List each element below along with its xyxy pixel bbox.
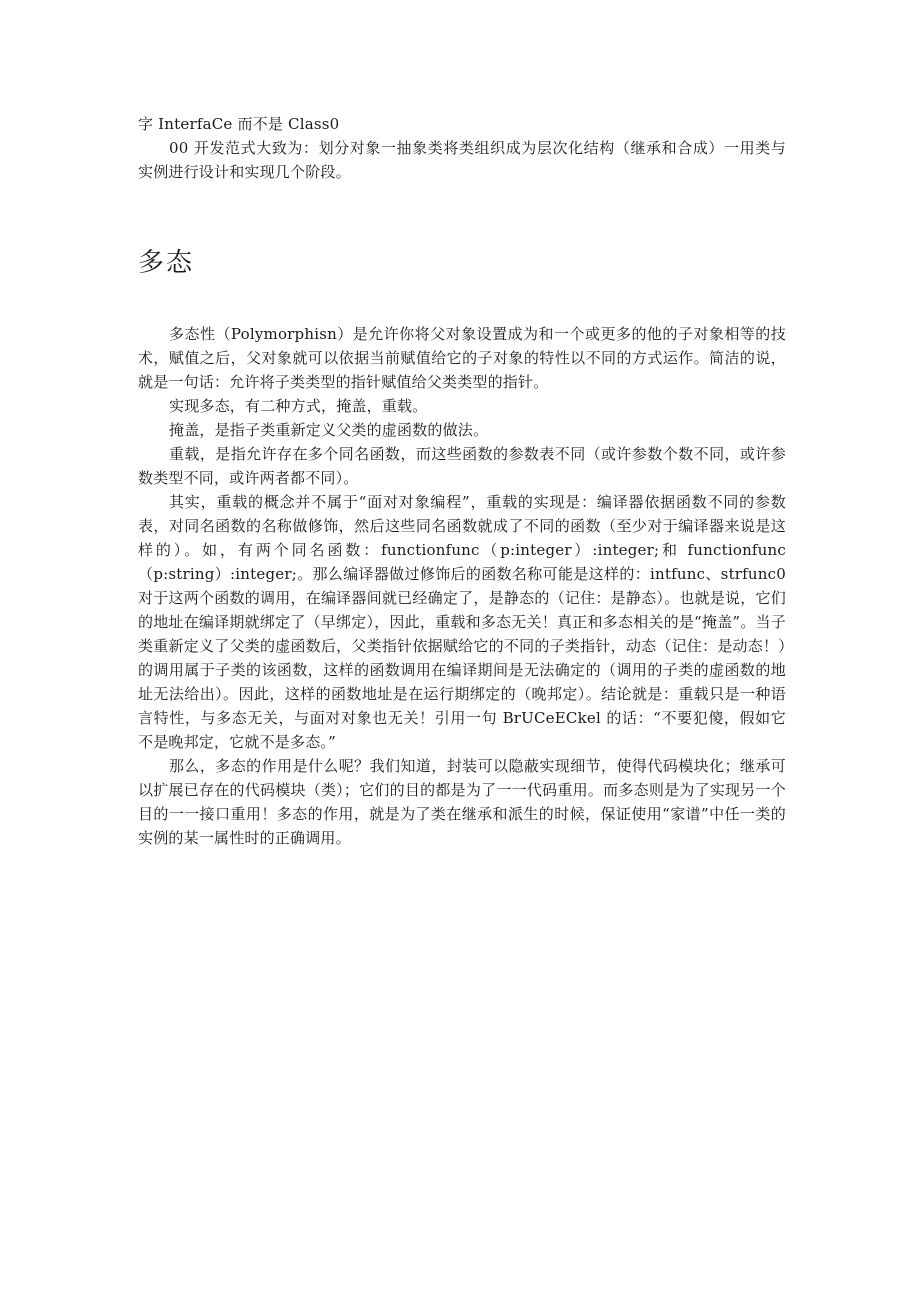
body-paragraph: 重载，是指允许存在多个同名函数，而这些函数的参数表不同（或许参数个数不同，或许参数类型不同，或许两者都不同）。	[138, 445, 786, 487]
body-paragraph: 多态性（Polymorphisn）是允许你将父对象设置成为和一个或更多的他的子对象相等的技术，赋值之后，父对象就可以依据当前赋值给它的子对象的特性以不同的方式运作。简洁的说，就是一句话：允许将子类类型的指针赋值给父类类型的指针。	[138, 325, 786, 391]
intro-line: 字 InterfaCe 而不是 Class0	[138, 115, 340, 133]
body-paragraph: 其实，重载的概念并不属于“面对对象编程”，重载的实现是：编译器依据函数不同的参数表，对同名函数的名称做修饰，然后这些同名函数就成了不同的函数（至少对于编译器来说是这样的）。如，有两个同名函数：functionfunc（p:integer）:integer;和 functionfunc（p:string）:integer;。那么编译器做过修饰后的函数名称可能是这样的：intfunc、strfunc0 对于这两个函数的调用，在编译器间就已经确定了，是静态的（记住：是静态）。也就是说，它们的地址在编译期就绑定了（早绑定），因此，重载和多态无关！真正和多态相关的是“掩盖”。当子类重新定义了父类的虚函数后，父类指针依据赋给它的不同的子类指针，动态（记住：是动态！）的调用属于子类的该函数，这样的函数调用在编译期间是无法确定的（调用的子类的虚函数的地址无法给出）。因此，这样的函数地址是在运行期绑定的（晚邦定）。结论就是：重载只是一种语言特性，与多态无关，与面对对象也无关！引用一句 BrUCeECkel 的话：“不要犯傻，假如它不是晚邦定，它就不是多态。”	[138, 493, 786, 751]
section-heading: 多态	[138, 248, 195, 278]
spacer	[138, 184, 786, 246]
spacer	[138, 280, 786, 322]
body-paragraph: 实现多态，有二种方式，掩盖，重载。	[169, 397, 428, 415]
intro-paragraph: 00 开发范式大致为：划分对象一抽象类将类组织成为层次化结构（继承和合成）一用类与实例进行设计和实现几个阶段。	[138, 139, 786, 181]
body-paragraph: 那么，多态的作用是什么呢？我们知道，封装可以隐蔽实现细节，使得代码模块化；继承可以扩展已存在的代码模块（类）；它们的目的都是为了一一代码重用。而多态则是为了实现另一个目的一一接口重用！多态的作用，就是为了类在继承和派生的时候，保证使用“家谱”中任一类的实例的某一属性时的正确调用。	[138, 757, 786, 847]
body-paragraph: 掩盖，是指子类重新定义父类的虚函数的做法。	[169, 421, 489, 439]
document-page	[138, 112, 786, 850]
